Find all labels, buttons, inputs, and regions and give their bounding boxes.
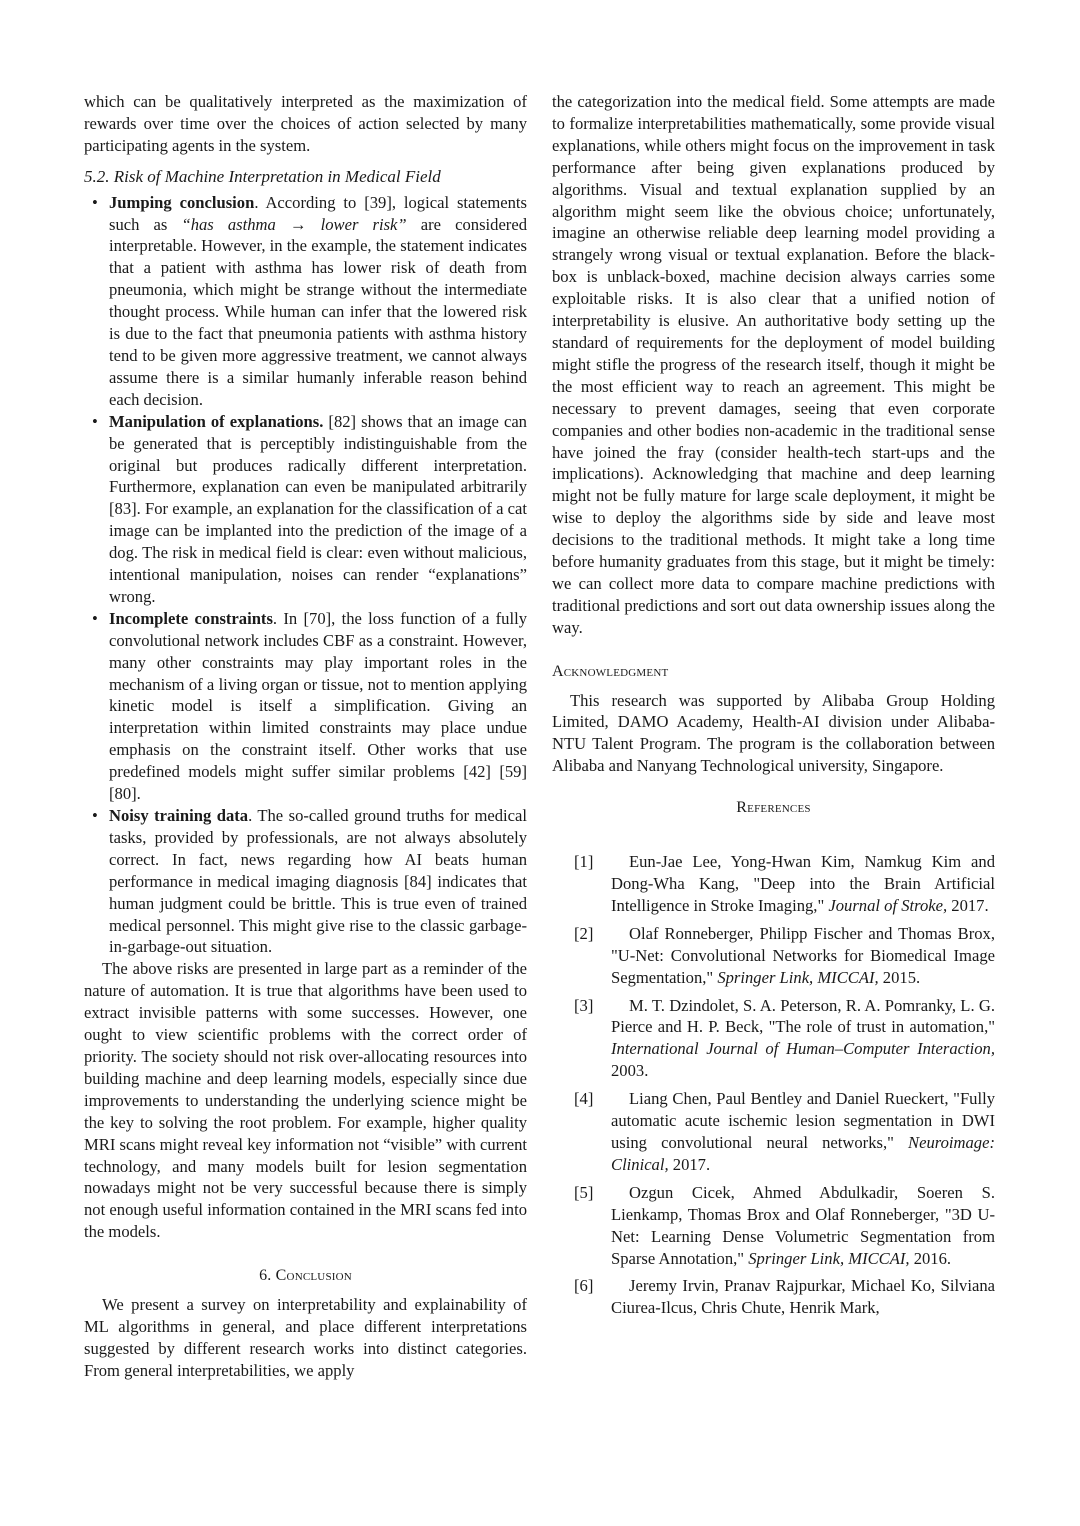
right-column	[552, 91, 995, 1325]
conclusion-heading: 6. Conclusion	[259, 1267, 352, 1285]
bullet-text: According to [39], logical statements such as	[109, 192, 527, 234]
reference-text: Eun-Jae Lee, Yong-Hwan Kim, Namkug Kim and Dong-Wha Kang, "Deep into the Brain Artificial Intelligence in Stroke Imaging,"	[611, 852, 995, 915]
reference-text: Ozgun Cicek, Ahmed Abdulkadir, Soeren S. Lienkamp, Thomas Brox and Olaf Ronneberger, "3D U-Net: Learning Dense Volumetric Segmentation from Sparse Annotation,"	[611, 1182, 995, 1268]
conclusion-continuation-paragraph: the categorization into the medical field. Some attempts are made to formalize interpretabilities mathematically, some provide visual explanations, while others might focus on the improvement in task performance after being given explanations produced by algorithms. Visual and textual explanation supplied by an algorithm might seem like the obvious choice; unfortunately, imagine an otherwise reliable deep learning model providing a strangely wrong visual or textual explanation. Before the black-box is unblack-boxed, machine decision always carries some exploitable risks. It is also clear that a unified notion of interpretability is elusive. An authoritative body setting up the standard of requirements for the deployment of model building might stifle the progress of the research itself, though it might be the most efficient way to reach an agreement. This might be necessary to prevent damages, seeing that even corporate companies and other bodies non-academic in the traditional sense have joined the fray (consider health-tech start-ups and the implications). Acknowledging that machine and deep learning might not be fully mature for large scale deployment, it might be wise to deploy the algorithms side by side and leave most decisions to the traditional methods. It might take a long time before humanity graduates from this stage, but it might be timely: we can collect more data to compare machine predictions with traditional predictions and sort out data ownership issues along the way.	[552, 92, 995, 637]
reference-item-3	[552, 995, 995, 1083]
bullet-icon: •	[92, 411, 98, 431]
bullet-title: Incomplete constraints	[109, 608, 273, 628]
reference-number: [4]	[574, 1089, 594, 1109]
acknowledgment-paragraph: This research was supported by Alibaba Group Holding Limited, DAMO Academy, Health-AI division under Alibaba-NTU Talent Program. The program is the collaboration between Alibaba and Nanyang Technological university, Singapore.	[552, 690, 995, 776]
left-column	[84, 91, 527, 1382]
reference-year: 2017.	[947, 895, 989, 915]
bullet-text: [82] shows that an image can be generated that is perceptibly indistinguishable from the original but produces radically different interpretation. Furthermore, explanation can even be manipulated arbitrarily [83]. For example, an explanation for the classification of a cat image can be implanted into the prediction of the image of a dog. The risk in medical field is clear: even without malicious, intentional manipulation, noises can render “explanations” wrong.	[109, 411, 527, 606]
bullet-title: Manipulation of explanations.	[109, 411, 324, 431]
bullet-text: are considered interpretable. However, in the example, the statement indicates that a patient with asthma has lower risk of death from pneumonia, which might be strange without the intermediate thought process. While human can infer that the lowered risk is due to the fact that pneumonia patients with asthma history tend to be given more aggressive treatment, we cannot always assume there is a similar humanly inferable reason behind each decision.	[109, 214, 527, 409]
risk-bullet-list	[84, 192, 527, 959]
reference-item-4	[552, 1088, 995, 1176]
acknowledgment-heading: Acknowledgment	[552, 662, 669, 680]
bullet-text: In [70], the loss function of a fully convolutional network includes CBF as a constraint. However, many other constraints may play important roles in the mechanism of a living organ or tissue, not to mention applying kinetic model is itself a simplification. Giving an interpretation within limited constraints may place undue emphasis on the constraint itself. Other works that use predefined models might suffer similar problems [42] [59] [80].	[109, 608, 527, 804]
reference-text: M. T. Dzindolet, S. A. Peterson, R. A. Pomranky, L. G. Pierce and H. P. Beck, "The role of trust in automation,"	[611, 995, 995, 1037]
bullet-item-jumping-conclusion: • Jumping conclusion. According to [39], logical statements such as “has asthma → lower risk” are considered interpretable. However, in the example, the statement indicates that a patient with asthma has lower risk of death from pneumonia, which might be strange without the intermediate thought process. While human can infer that the lowered risk is due to the fact that pneumonia patients with asthma history tend to be given more aggressive treatment, we cannot always assume there is a similar humanly inferable reason behind each decision.	[92, 192, 527, 409]
reference-venue: Neuroimage: Clinical,	[611, 1132, 995, 1174]
reference-item-5	[552, 1182, 995, 1270]
bullet-icon: •	[92, 608, 98, 628]
reference-year: 2003.	[611, 1061, 649, 1081]
reference-item-6	[552, 1275, 995, 1319]
conclusion-paragraph: We present a survey on interpretability and explainability of ML algorithms in general, and place different interpretations suggested by different research works into distinct categories. From general interpretabilities, we apply	[84, 1295, 527, 1380]
reference-list	[552, 851, 995, 1319]
reference-number: [1]	[574, 852, 594, 872]
bullet-item-incomplete-constraints: • Incomplete constraints. In [70], the loss function of a fully convolutional network includes CBF as a constraint. However, many other constraints may play important roles in the mechanism of a living organ or tissue, not to mention applying kinetic model is itself a simplification. Giving an interpretation within limited constraints may place undue emphasis on the constraint itself. Other works that use predefined models might suffer similar problems [42] [59] [80].	[92, 608, 527, 804]
reference-item-2	[552, 923, 995, 989]
bullet-text: The so-called ground truths for medical tasks, provided by professionals, are not always absolutely correct. In fact, news regarding how AI beats human performance in medical imaging diagnosis [84] indicates that human judgment could be brittle. This is true even of trained medical personnel. This might give rise to the classic garbage-in-garbage-out situation.	[109, 806, 527, 957]
reference-venue: Springer Link, MICCAI,	[717, 967, 879, 987]
reference-number: [2]	[574, 923, 594, 943]
bullet-title: Jumping conclusion	[109, 192, 255, 212]
reference-text: Jeremy Irvin, Pranav Rajpurkar, Michael Ko, Silviana Ciurea-Ilcus, Chris Chute, Henrik Mark,	[611, 1276, 995, 1318]
bullet-title: Noisy training data	[109, 806, 249, 825]
bullet-icon: •	[92, 192, 98, 212]
reference-number: [6]	[574, 1276, 594, 1296]
reference-year: 2015.	[878, 967, 921, 987]
risks-paragraph: The above risks are presented in large part as a reminder of the nature of automation. It is true that algorithms have been used to extract invisible patterns with some successes. However, one ought to view scientific problems with the correct order of priority. The society should not risk over-allocating resources into building machine and deep learning models, especially since due improvements to understanding the underlying science might be the key to solving the root problem. For example, higher quality MRI scans might reveal key information not “visible” with current technology, and many models built for lesion segmentation nowadays might not be very successful because there is simply not enough useful information contained in the MRI scans fed into the models.	[84, 959, 527, 1242]
bullet-item-manipulation	[84, 411, 527, 608]
reference-number: [5]	[574, 1182, 594, 1202]
reference-venue: Springer Link, MICCAI,	[748, 1248, 910, 1268]
reference-text: Liang Chen, Paul Bentley and Daniel Rueckert, "Fully automatic acute ischemic lesion segmentation in DWI using convolutional neural networks,"	[611, 1089, 995, 1152]
bullet-italic-quote: “has asthma → lower risk”	[181, 214, 407, 234]
subsection-title: 5.2. Risk of Machine Interpretation in Medical Field	[84, 166, 441, 186]
reference-venue: International Journal of Human–Computer Interaction,	[611, 1039, 995, 1059]
intro-paragraph: which can be qualitatively interpreted as the maximization of rewards over time over the choices of action selected by many participating agents in the system.	[84, 92, 527, 155]
reference-text: Olaf Ronneberger, Philipp Fischer and Thomas Brox, "U-Net: Convolutional Networks for Biomedical Image Segmentation,"	[611, 923, 995, 987]
reference-number: [3]	[574, 995, 594, 1015]
bullet-icon: •	[92, 806, 98, 825]
bullet-item-noisy-training-data: • Noisy training data. The so-called ground truths for medical tasks, provided by professionals, are not always absolutely correct. In fact, news regarding how AI beats human performance in medical imaging diagnosis [84] indicates that human judgment could be brittle. This is true even of trained medical personnel. This might give rise to the classic garbage-in-garbage-out situation.	[92, 806, 527, 957]
reference-year: 2017.	[668, 1154, 711, 1174]
references-heading: References	[736, 799, 811, 817]
reference-year: 2016.	[909, 1248, 952, 1268]
reference-venue: Journal of Stroke,	[828, 895, 948, 915]
reference-item-1	[552, 851, 995, 917]
